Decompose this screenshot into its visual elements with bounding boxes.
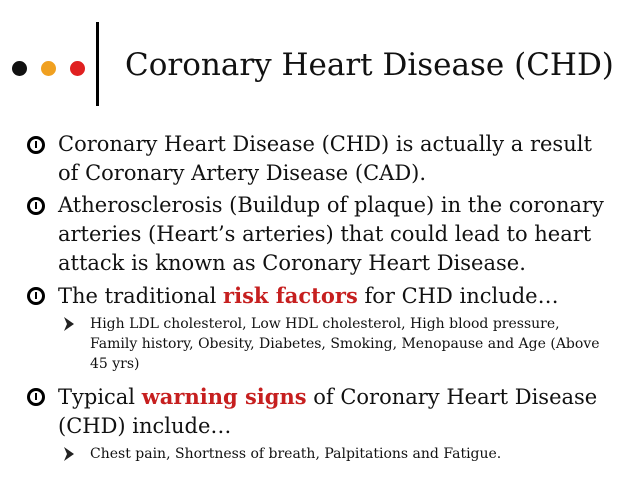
slide-content	[0, 130, 638, 464]
orange-dot	[41, 61, 56, 76]
slide-title: Coronary Heart Disease (CHD)	[125, 47, 614, 83]
bullet-warning-signs	[0, 382, 618, 441]
title-divider	[96, 22, 99, 106]
bullet-atherosclerosis	[0, 191, 618, 278]
bullet-text-before: The traditional	[58, 284, 224, 308]
power-bullet-icon	[27, 197, 45, 215]
bullet-risk-factors	[0, 281, 618, 311]
risk-factors-emphasis: risk factors	[223, 283, 358, 308]
sub-bullet-warning-signs-list	[0, 444, 610, 464]
sub-bullet-risk-factors-list	[0, 314, 610, 374]
title-dots	[12, 61, 85, 76]
bullet-chd-definition	[0, 130, 618, 188]
warning-signs-emphasis: warning signs	[141, 384, 307, 409]
sub-bullet-text: High LDL cholesterol, Low HDL cholesterol, High blood pressure, Family history, Obesity, Diabetes, Smoking, Menopause and Age (Above 45 yrs)	[90, 316, 600, 372]
bullet-text-after: for CHD include…	[357, 284, 559, 308]
bullet-text-after: of Coronary Heart Disease (CHD) include…	[58, 385, 598, 438]
power-bullet-icon	[27, 287, 45, 305]
black-dot	[12, 61, 27, 76]
power-bullet-icon	[27, 136, 45, 154]
arrow-bullet-icon	[64, 317, 74, 331]
bullet-text: Coronary Heart Disease (CHD) is actually a result of Coronary Artery Disease (CAD).	[58, 132, 592, 185]
bullet-text-before: Typical	[58, 385, 142, 409]
arrow-bullet-icon	[64, 447, 74, 461]
red-dot	[70, 61, 85, 76]
bullet-text: Atherosclerosis (Buildup of plaque) in the coronary arteries (Heart’s arteries) that could lead to heart attack is known as Coronary Heart Disease.	[58, 193, 604, 275]
power-bullet-icon	[27, 388, 45, 406]
sub-bullet-text: Chest pain, Shortness of breath, Palpitations and Fatigue.	[90, 446, 502, 462]
